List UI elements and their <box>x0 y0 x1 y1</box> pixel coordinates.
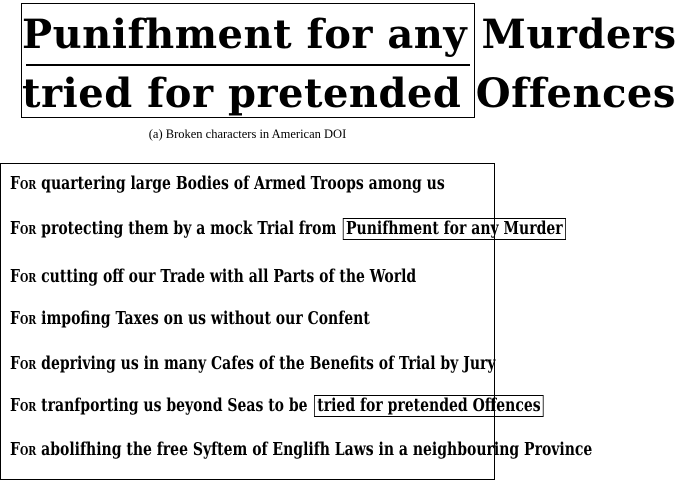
document-excerpt-panel <box>0 163 593 480</box>
doc-line-7 <box>10 440 592 462</box>
line-lead: For <box>10 354 37 374</box>
zoom-divider <box>26 64 470 66</box>
line-text: depriving us in many Cafes of the Benefits of Trial by Jury <box>41 354 496 374</box>
line-lead: For <box>10 174 37 194</box>
line-lead: For <box>10 396 37 416</box>
zoomed-text-panel <box>21 3 676 118</box>
zoomed-line-1: Punifhment for any Murders <box>22 11 676 58</box>
line-text: impofing Taxes on us without our Confent <box>41 309 370 329</box>
doc-line-2 <box>10 219 566 241</box>
line-text: cutting off our Trade with all Parts of the World <box>41 267 417 287</box>
highlighted-region: Punifhment for any Murder <box>343 218 566 240</box>
zoomed-line-2: tried for pretended Offences <box>22 70 676 117</box>
line-lead: For <box>10 219 37 239</box>
doc-line-6 <box>10 396 544 418</box>
doc-line-1 <box>10 174 445 196</box>
figure-caption: (a) Broken characters in American DOI <box>148 127 347 141</box>
doc-line-5 <box>10 354 496 376</box>
line-lead: For <box>10 440 37 460</box>
doc-line-3 <box>10 267 416 289</box>
line-text: quartering large Bodies of Armed Troops among us <box>41 174 445 194</box>
line-text: abolifhing the free Syftem of Englifh Laws in a neighbouring Province <box>41 440 593 460</box>
line-text: tranfporting us beyond Seas to be <box>41 396 308 416</box>
line-text: protecting them by a mock Trial from <box>41 219 337 239</box>
line-lead: For <box>10 309 37 329</box>
doc-line-4 <box>10 309 370 331</box>
line-lead: For <box>10 267 37 287</box>
highlighted-region: tried for pretended Offences <box>314 395 544 417</box>
